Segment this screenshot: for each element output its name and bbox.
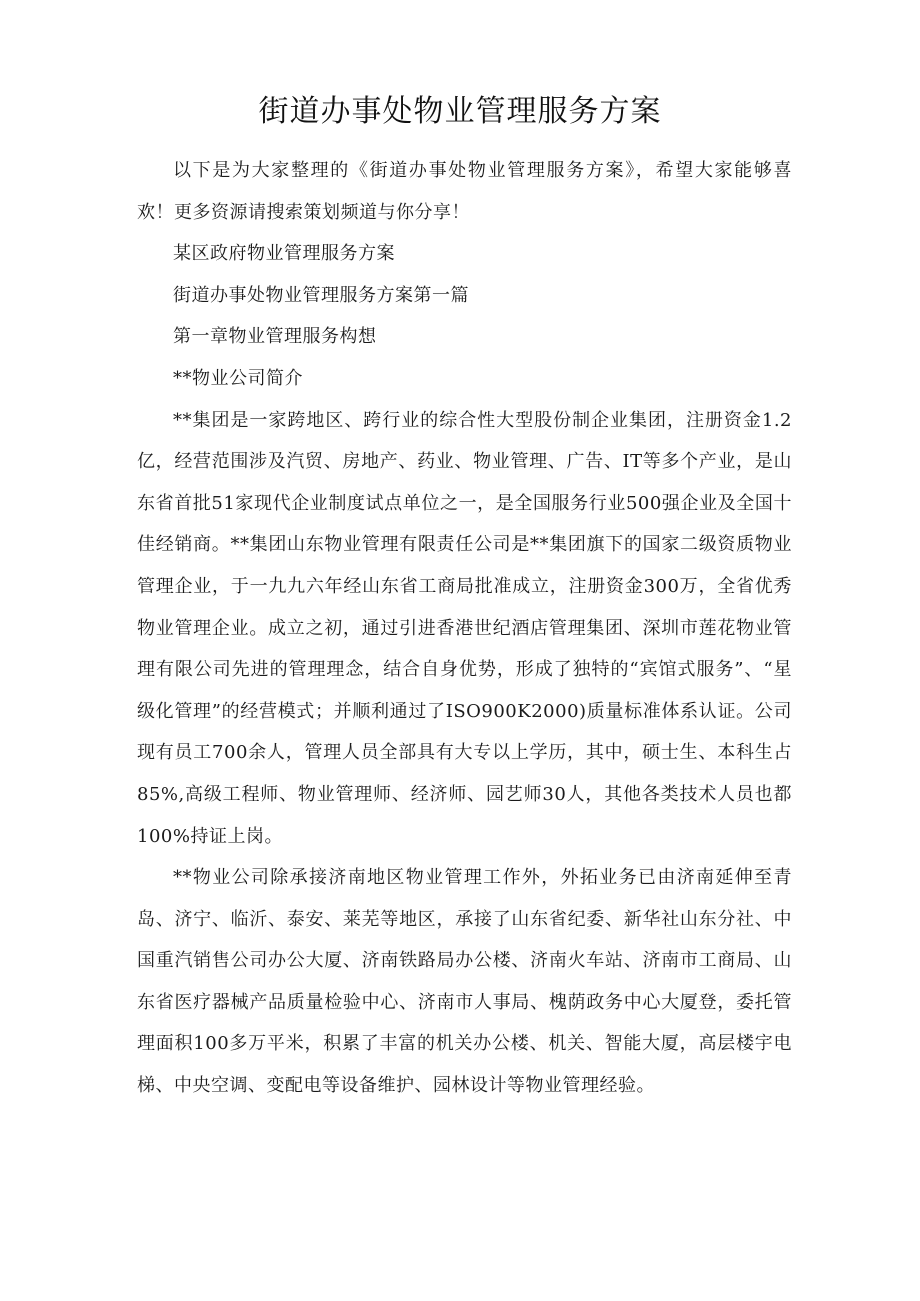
document-title: 街道办事处物业管理服务方案 bbox=[258, 94, 662, 129]
business-scope-paragraph: **物业公司除承接济南地区物业管理工作外，外拓业务已由济南延伸至青岛、济宁、临沂、泰安、莱芜等地区，承接了山东省纪委、新华社山东分社、中国重汽销售公司办公大厦、济南铁路局办公楼、济南火车站、济南市工商局、山东省医疗器械产品质量检验中心、济南市人事局、槐荫政务中心大厦登，委托管理面积100多万平米，积累了丰富的机关办公楼、机关、智能大厦，高层楼宇电梯、中央空调、变配电等设备维护、园林设计等物业管理经验。 bbox=[137, 867, 792, 1097]
intro-paragraph: 以下是为大家整理的《街道办事处物业管理服务方案》，希望大家能够喜欢！更多资源请搜索策划频道与你分享！ bbox=[137, 160, 792, 223]
subheading-district-plan: 某区政府物业管理服务方案 bbox=[173, 243, 395, 265]
company-profile-paragraph: **集团是一家跨地区、跨行业的综合性大型股份制企业集团，注册资金1.2亿，经营范围涉及汽贸、房地产、药业、物业管理、广告、IT等多个产业，是山东省首批51家现代企业制度试点单位之一，是全国服务行业500强企业及全国十佳经销商。**集团山东物业管理有限责任公司是**集团旗下的国家二级资质物业管理企业，于一九九六年经山东省工商局批准成立，注册资金300万，全省优秀物业管理企业。成立之初，通过引进香港世纪酒店管理集团、深圳市莲花物业管理有限公司先进的管理理念，结合自身优势，形成了独特的“宾馆式服务”、“星级化管理”的经营模式；并顺利通过了ISO900K2000)质量标准体系认证。公司现有员工700余人，管理人员全部具有大专以上学历，其中，硕士生、本科生占85%,高级工程师、物业管理师、经济师、园艺师30人，其他各类技术人员也都100%持证上岗。 bbox=[137, 409, 792, 847]
document-body bbox=[137, 150, 792, 1107]
subheading-part-one: 街道办事处物业管理服务方案第一篇 bbox=[173, 284, 469, 306]
chapter-heading: 第一章物业管理服务构想 bbox=[173, 326, 377, 348]
section-heading-company-intro: **物业公司简介 bbox=[173, 367, 303, 389]
